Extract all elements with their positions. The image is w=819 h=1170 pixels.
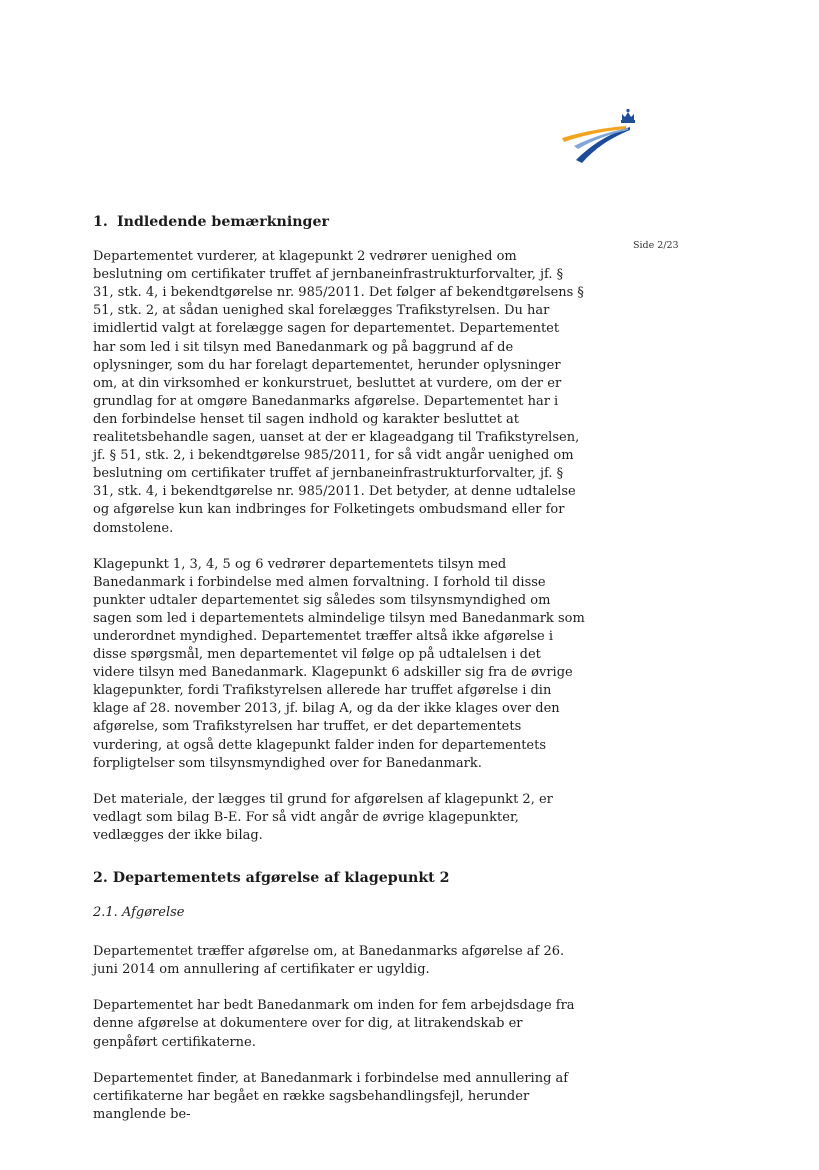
railway-crown-logo: [560, 108, 644, 168]
crown-icon: [621, 109, 635, 123]
section-2-paragraph-3: Departementet finder, at Banedanmark i forbindelse med annullering af certifikaterne har begået en række sagsbehandlingsfejl, herunder manglende be-: [93, 1070, 569, 1122]
letter-body: [93, 213, 585, 1124]
section-1-heading: [93, 213, 585, 231]
section-2-number: 2.: [93, 870, 108, 886]
section-2-title: Departementets afgørelse af klagepunkt 2: [112, 870, 450, 886]
section-1-paragraph-3: Det materiale, der lægges til grund for afgørelsen af klagepunkt 2, er vedlagt som bilag B-E. For så vidt angår de øvrige klagepunkter, vedlægges der ikke bilag.: [93, 791, 553, 843]
section-1-paragraph-1: Departementet vurderer, at klagepunkt 2 vedrører uenighed om beslutning om certifikater truffet af jernbaneinfrastrukturforvalter, jf. § 31, stk. 4, i bekendtgørelse nr. 985/2011. Det følger af bekendtgørelsens § 51, stk. 2, at sådan uenighed skal forelægges Trafikstyrelsen. Du har imidlertid valgt at forelægge sagen for departementet. Departementet har som led i sit tilsyn med Banedanmark og på baggrund af de oplysninger, som du har forelagt departementet, herunder oplysninger om, at din virksomhed er konkurstruet, besluttet at vurdere, om der er grundlag for at omgøre Banedanmarks afgørelse. Departementet har i den forbindelse henset til sagen indhold og karakter besluttet at realitetsbehandle sagen, uanset at der er klageadgang til Trafikstyrelsen, jf. § 51, stk. 2, i bekendtgørelse 985/2011, for så vidt angår uenighed om beslutning om certifikater truffet af jernbaneinfrastrukturforvalter, jf. § 31, stk. 4, i bekendtgørelse nr. 985/2011. Det betyder, at denne udtalelse og afgørelse kun kan indbringes for Folketingets ombudsmand eller for domstolene.: [93, 249, 584, 536]
section-1-paragraph-2: Klagepunkt 1, 3, 4, 5 og 6 vedrører departementets tilsyn med Banedanmark i forbindelse med almen forvaltning. I forhold til disse punkter udtaler departementet sig således som tilsynsmyndighed om sagen som led i departementets almindelige tilsyn med Banedanmark som underordnet myndighed. Departementet træffer altså ikke afgørelse i disse spørgsmål, men departementet vil følge op på udtalelsen i det videre tilsyn med Banedanmark. Klagepunkt 6 adskiller sig fra de øvrige klagepunkter, fordi Trafikstyrelsen allerede har truffet afgørelse i din klage af 28. november 2013, jf. bilag A, og da der ikke klages over den afgørelse, som Trafikstyrelsen har truffet, er det departementets vurdering, at også dette klagepunkt falder inden for departementets forpligtelser som tilsynsmyndighed over for Banedanmark.: [93, 556, 585, 771]
section-1-title: Indledende bemærkninger: [117, 214, 329, 230]
subsection-heading: 2.1. Afgørelse: [93, 905, 185, 921]
page-number: Side 2/23: [633, 240, 679, 251]
section-2-paragraph-1: Departementet træffer afgørelse om, at Banedanmarks afgørelse af 26. juni 2014 om annullering af certifikater er ugyldig.: [93, 944, 565, 978]
section-2-paragraph-2: Departementet har bedt Banedanmark om inden for fem arbejdsdage fra denne afgørelse at dokumentere over for dig, at litrakendskab er genpåført certifikaterne.: [93, 998, 575, 1050]
section-1-number: 1.: [93, 214, 108, 230]
section-2-heading: [93, 869, 585, 887]
